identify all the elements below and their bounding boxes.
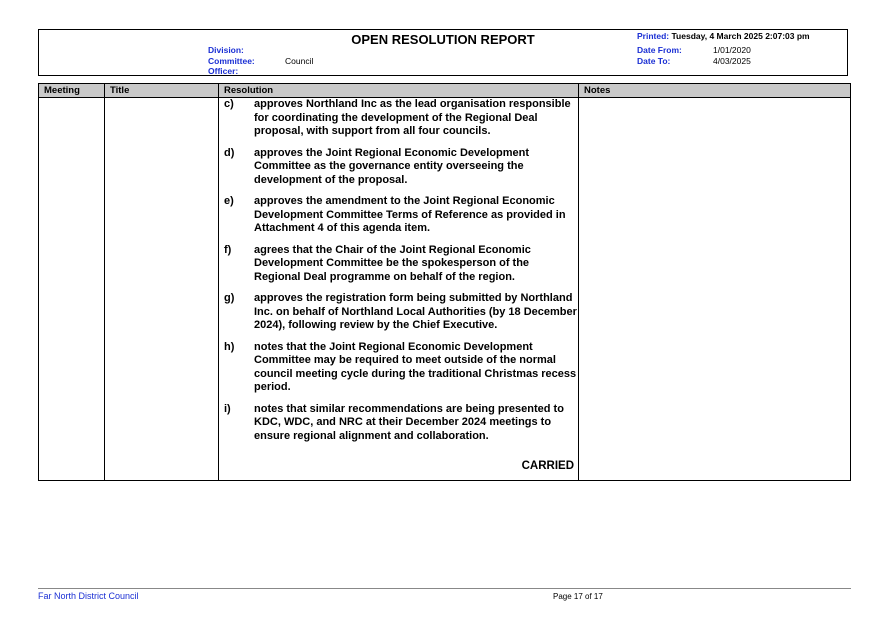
footer-divider: [38, 588, 851, 589]
column-divider: [578, 84, 579, 480]
item-letter: d): [224, 146, 235, 159]
committee-value: Council: [285, 56, 314, 66]
resolution-item: [224, 403, 578, 444]
item-text: approves the registration form being submitted by Northland Inc. on behalf of Northland Local Authorities (by 18 December 2024), following review by the Chief Executive.: [254, 292, 577, 331]
table-header: [39, 84, 850, 98]
item-letter: i): [224, 402, 231, 415]
resolution-list: [224, 98, 578, 451]
resolution-item: [224, 292, 578, 333]
date-from-value: 1/01/2020: [713, 45, 751, 55]
item-letter: c): [224, 98, 234, 110]
item-text: approves the amendment to the Joint Regional Economic Development Committee Terms of Reference as provided in Attachment 4 of this agenda item.: [254, 195, 566, 234]
item-text: approves the Joint Regional Economic Development Committee as the governance entity overseeing the development of the proposal.: [254, 146, 530, 186]
report-header: [38, 29, 848, 76]
date-range: [637, 45, 751, 66]
item-letter: f): [224, 243, 232, 256]
column-divider: [104, 84, 105, 480]
printed-info: [637, 31, 810, 42]
date-from-label: Date From:: [637, 45, 682, 55]
footer-organisation: Far North District Council: [38, 591, 139, 601]
committee-label: Committee:: [208, 55, 255, 66]
printed-label: Printed:: [637, 31, 670, 41]
resolution-item: [224, 244, 578, 285]
item-letter: e): [224, 195, 234, 207]
carried-status: CARRIED: [521, 460, 574, 472]
report-title: OPEN RESOLUTION REPORT: [351, 32, 535, 47]
date-to-value: 4/03/2025: [713, 55, 751, 66]
item-letter: g): [224, 292, 235, 304]
item-text: approves Northland Inc as the lead organisation responsible for coordinating the development of the Regional Deal proposal, with support from all four councils.: [254, 98, 571, 137]
date-to-label: Date To:: [637, 55, 671, 66]
col-title: Title: [110, 85, 130, 96]
printed-value: Tuesday, 4 March 2025 2:07:03 pm: [671, 31, 810, 41]
resolution-item: [224, 98, 578, 139]
column-divider: [218, 84, 219, 480]
division-label: Division:: [208, 45, 244, 55]
item-letter: h): [224, 340, 235, 353]
item-text: notes that the Joint Regional Economic Development Committee may be required to meet outside of the normal council meeting cycle during the traditional Christmas recess period.: [254, 340, 577, 393]
page-number: Page 17 of 17: [553, 592, 603, 601]
item-text: notes that similar recommendations are being presented to KDC, WDC, and NRC at their December 2024 meetings to ensure regional alignment and collaboration.: [254, 402, 564, 442]
col-notes: Notes: [584, 85, 611, 96]
col-resolution: Resolution: [224, 85, 274, 96]
filter-labels: [208, 45, 255, 77]
resolution-item: [224, 147, 578, 188]
resolution-table: [38, 83, 851, 481]
resolution-item: [224, 341, 578, 395]
officer-label: Officer:: [208, 66, 239, 76]
item-text: agrees that the Chair of the Joint Regional Economic Development Committee be the spokesperson of the Regional Deal programme on behalf of the region.: [254, 243, 531, 283]
col-meeting: Meeting: [44, 85, 80, 96]
resolution-item: [224, 195, 578, 236]
